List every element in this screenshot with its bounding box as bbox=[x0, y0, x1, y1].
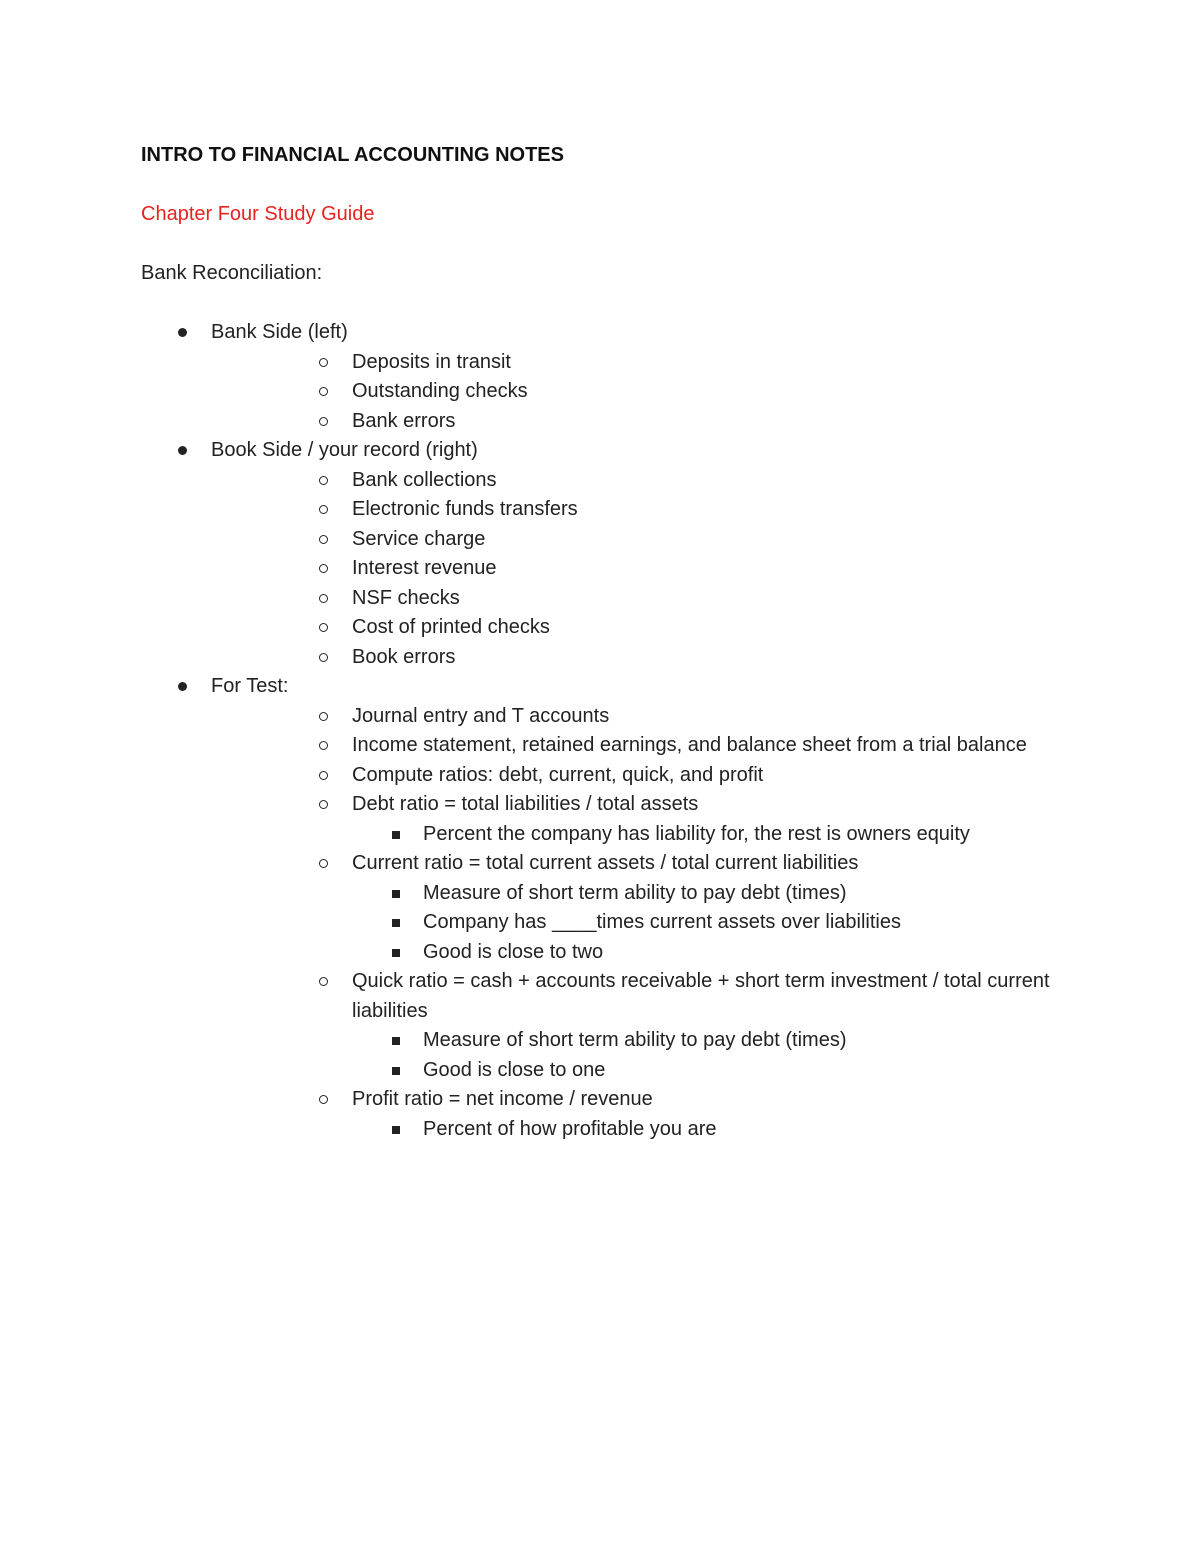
sub-sub-item bbox=[212, 1026, 1061, 1056]
sub-item bbox=[211, 584, 1061, 614]
sub-list bbox=[281, 702, 1061, 1145]
sub-item-label: Quick ratio = cash + accounts receivable + short term investment / total current liabilities bbox=[352, 970, 1050, 1022]
hollow-circle-bullet-icon bbox=[319, 476, 328, 485]
sub-sub-item bbox=[212, 879, 1061, 909]
sub-item-label: NSF checks bbox=[352, 586, 460, 609]
hollow-circle-bullet-icon bbox=[319, 800, 328, 809]
hollow-circle-bullet-icon bbox=[319, 535, 328, 544]
hollow-circle-bullet-icon bbox=[319, 712, 328, 721]
filled-circle-bullet-icon bbox=[178, 682, 187, 691]
sub-item-label: Bank errors bbox=[352, 409, 456, 432]
sub-item-label: Cost of printed checks bbox=[352, 616, 550, 638]
sub-sub-item bbox=[212, 820, 1061, 850]
square-bullet-icon bbox=[392, 1037, 400, 1045]
sub-item-label: Interest revenue bbox=[352, 557, 497, 579]
sub-item bbox=[211, 967, 1061, 1085]
sub-item-label: Journal entry and T accounts bbox=[352, 704, 610, 727]
hollow-circle-bullet-icon bbox=[319, 505, 328, 514]
sub-item bbox=[211, 761, 1061, 791]
sub-sub-list bbox=[282, 820, 1061, 850]
square-bullet-icon bbox=[392, 831, 400, 839]
hollow-circle-bullet-icon bbox=[319, 859, 328, 868]
filled-circle-bullet-icon bbox=[178, 328, 187, 337]
sub-item-label: Compute ratios: debt, current, quick, and profit bbox=[352, 763, 764, 786]
document-title: INTRO TO FINANCIAL ACCOUNTING NOTES bbox=[141, 144, 564, 166]
sub-sub-list bbox=[282, 1115, 1061, 1145]
sub-item bbox=[211, 613, 1061, 643]
hollow-circle-bullet-icon bbox=[319, 623, 328, 632]
sub-sub-list bbox=[282, 879, 1061, 968]
sub-sub-item bbox=[212, 938, 1061, 968]
sub-item-label: Bank collections bbox=[352, 468, 497, 491]
sub-item-label: Income statement, retained earnings, and balance sheet from a trial balance bbox=[352, 734, 1027, 756]
outline-item bbox=[141, 672, 1061, 1144]
sub-item bbox=[211, 466, 1061, 496]
sub-item-label: Deposits in transit bbox=[352, 350, 511, 373]
sub-item bbox=[211, 1085, 1061, 1144]
chapter-subtitle: Chapter Four Study Guide bbox=[141, 203, 375, 225]
sub-item-label: Profit ratio = net income / revenue bbox=[352, 1088, 653, 1110]
sub-sub-item bbox=[212, 908, 1061, 938]
sub-sub-item bbox=[212, 1056, 1061, 1086]
outline-item bbox=[141, 436, 1061, 672]
outline-item-label: For Test: bbox=[211, 675, 289, 697]
sub-item bbox=[211, 377, 1061, 407]
square-bullet-icon bbox=[392, 1126, 400, 1134]
sub-sub-item-label: Good is close to one bbox=[423, 1058, 606, 1081]
hollow-circle-bullet-icon bbox=[319, 564, 328, 573]
hollow-circle-bullet-icon bbox=[319, 1095, 328, 1104]
square-bullet-icon bbox=[392, 949, 400, 957]
sub-item bbox=[211, 554, 1061, 584]
sub-item-label: Current ratio = total current assets / total current liabilities bbox=[352, 852, 859, 874]
sub-list bbox=[281, 348, 1061, 437]
sub-item-label: Book errors bbox=[352, 645, 456, 668]
outline-list bbox=[141, 318, 1061, 1144]
sub-item bbox=[211, 495, 1061, 525]
sub-item bbox=[211, 849, 1061, 967]
sub-item-label: Outstanding checks bbox=[352, 380, 528, 402]
sub-item-label: Debt ratio = total liabilities / total assets bbox=[352, 793, 699, 815]
hollow-circle-bullet-icon bbox=[319, 653, 328, 662]
sub-sub-item-label: Percent of how profitable you are bbox=[423, 1117, 717, 1140]
outline-item bbox=[141, 318, 1061, 436]
sub-item bbox=[211, 348, 1061, 378]
sub-item bbox=[211, 731, 1061, 761]
hollow-circle-bullet-icon bbox=[319, 387, 328, 396]
hollow-circle-bullet-icon bbox=[319, 741, 328, 750]
hollow-circle-bullet-icon bbox=[319, 771, 328, 780]
hollow-circle-bullet-icon bbox=[319, 417, 328, 426]
hollow-circle-bullet-icon bbox=[319, 358, 328, 367]
hollow-circle-bullet-icon bbox=[319, 594, 328, 603]
outline-item-label: Book Side / your record (right) bbox=[211, 439, 478, 461]
square-bullet-icon bbox=[392, 1067, 400, 1075]
sub-item bbox=[211, 643, 1061, 673]
sub-item-label: Electronic funds transfers bbox=[352, 498, 578, 520]
sub-sub-item-label: Measure of short term ability to pay debt (times) bbox=[423, 1029, 847, 1051]
sub-item bbox=[211, 407, 1061, 437]
sub-sub-item-label: Company has ____times current assets over liabilities bbox=[423, 911, 901, 933]
sub-item bbox=[211, 702, 1061, 732]
sub-sub-list bbox=[282, 1026, 1061, 1085]
sub-sub-item-label: Measure of short term ability to pay debt (times) bbox=[423, 881, 847, 904]
outline-item-label: Bank Side (left) bbox=[211, 321, 348, 343]
square-bullet-icon bbox=[392, 919, 400, 927]
sub-sub-item-label: Good is close to two bbox=[423, 940, 604, 963]
document-page bbox=[141, 141, 1061, 1144]
section-heading: Bank Reconciliation: bbox=[141, 262, 323, 284]
sub-item bbox=[211, 525, 1061, 555]
sub-sub-item bbox=[212, 1115, 1061, 1145]
sub-item bbox=[211, 790, 1061, 849]
sub-sub-item-label: Percent the company has liability for, the rest is owners equity bbox=[423, 822, 970, 845]
square-bullet-icon bbox=[392, 890, 400, 898]
filled-circle-bullet-icon bbox=[178, 446, 187, 455]
sub-item-label: Service charge bbox=[352, 527, 486, 550]
hollow-circle-bullet-icon bbox=[319, 977, 328, 986]
sub-list bbox=[281, 466, 1061, 673]
